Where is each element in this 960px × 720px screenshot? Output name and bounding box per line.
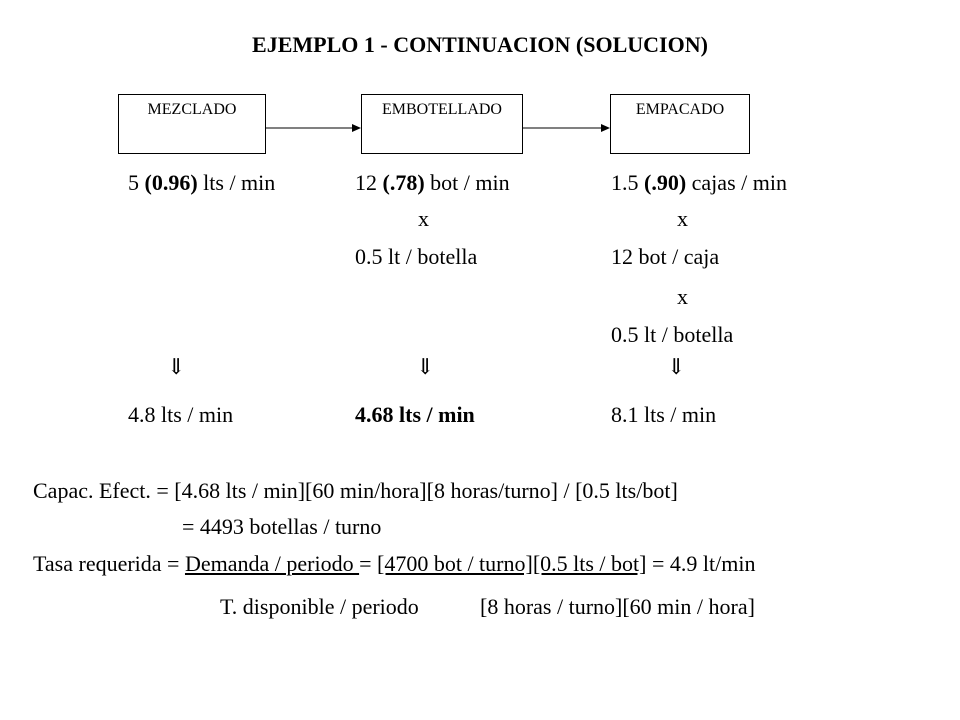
mezclado-rate: 5 (0.96) lts / min — [128, 170, 276, 195]
times-sign: x — [677, 206, 688, 231]
station-label: EMPACADO — [635, 101, 725, 118]
required-rate-formula: Tasa requerida = Demanda / periodo = [4700 bot / turno][0.5 lts / bot] = 4.9 lt/min — [33, 551, 756, 576]
times-sign: x — [677, 284, 688, 309]
empacado-factor-2: 0.5 lt / botella — [611, 322, 734, 347]
required-rate-denominator-2: [8 horas / turno][60 min / hora] — [480, 594, 755, 619]
flow-arrowhead-1 — [352, 124, 361, 132]
down-arrow-icon: ⇓ — [416, 354, 435, 379]
capacity-formula: Capac. Efect. = [4.68 lts / min][60 min/hora][8 horas/turno] / [0.5 lts/bot] — [33, 478, 678, 503]
times-sign: x — [418, 206, 429, 231]
embotellado-rate: 12 (.78) bot / min — [355, 170, 510, 195]
mezclado-result: 4.8 lts / min — [128, 402, 234, 427]
empacado-rate: 1.5 (.90) cajas / min — [611, 170, 787, 195]
embotellado-factor: 0.5 lt / botella — [355, 244, 478, 269]
station-label: MEZCLADO — [147, 101, 237, 118]
capacity-result: = 4493 botellas / turno — [182, 514, 382, 539]
down-arrow-icon: ⇓ — [167, 354, 186, 379]
empacado-factor-1: 12 bot / caja — [611, 244, 720, 269]
flow-arrowhead-2 — [601, 124, 610, 132]
down-arrow-icon: ⇓ — [667, 354, 686, 379]
empacado-result: 8.1 lts / min — [611, 402, 717, 427]
embotellado-result: 4.68 lts / min — [355, 402, 475, 427]
page-title: EJEMPLO 1 - CONTINUACION (SOLUCION) — [252, 32, 708, 57]
required-rate-denominator-1: T. disponible / periodo — [220, 594, 419, 619]
station-label: EMBOTELLADO — [382, 101, 502, 118]
